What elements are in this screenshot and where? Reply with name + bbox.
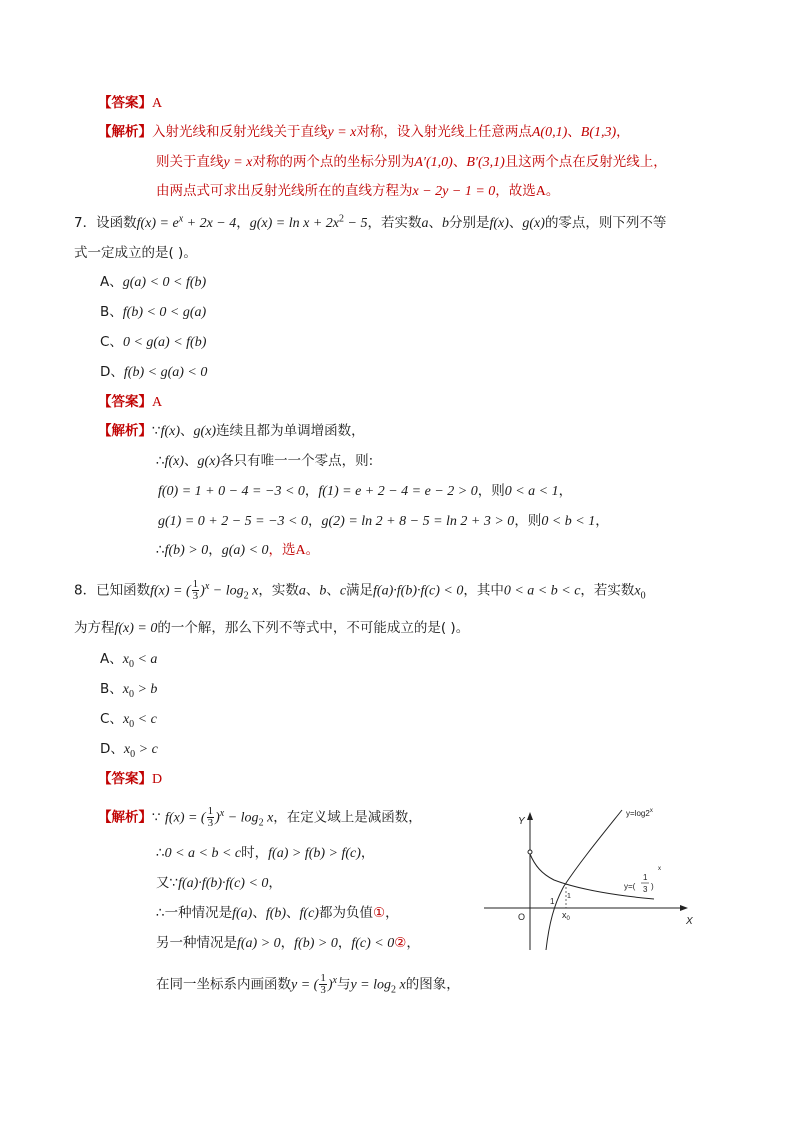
log-curve <box>546 810 622 950</box>
answer-tag: 【答案】 <box>98 95 152 111</box>
q8-stem-line-2: 为方程f(x) = 0的一个解，那么下列不等式中，不可能成立的是( )。 <box>74 620 470 636</box>
q7-answer-line <box>98 392 162 413</box>
analysis-tag: 【解析】 <box>98 124 152 140</box>
q7-analysis-line-3: f(0) = 1 + 0 − 4 = −3 < 0，f(1) = e + 2 − 4 = e − 2 > 0，则0 < a < 1， <box>158 483 573 499</box>
exp-curve-label-pre: y=( <box>624 882 636 891</box>
answer-tag: 【答案】 <box>98 771 152 787</box>
q8-analysis-line-1: 【解析】∵ f(x) = ( $\frac{1}{3}$ )$^x - \log_2 x$，在定义域上是减函数， <box>98 805 422 829</box>
answer-value: A <box>152 96 163 111</box>
q8-option-a: A、$x_0 < a$ <box>100 651 158 670</box>
q7-analysis-line-4: g(1) = 0 + 2 − 5 = −3 < 0，g(2) = ln 2 + 8 − 5 = ln 2 + 3 > 0，则0 < b < 1， <box>158 513 609 529</box>
log-curve-label: $y=\log 2^x$ <box>626 808 653 818</box>
q7-stem-line-2: 式一定成立的是( )。 <box>74 245 197 261</box>
q8-analysis-line-4: ∴一种情况是f(a)、f(b)、f(c)都为负值①， <box>156 905 399 921</box>
fraction: $\frac{1}{3}$ <box>207 805 214 829</box>
q7-option-b: B、f(b) < 0 < g(a) <box>100 304 207 320</box>
exp-curve-label-post: ) <box>651 882 654 891</box>
q7-stem-line-1: 7．设函数$f(x) = e^x + 2x - 4$，$g(x) = \ln x + 2x^2 - 5$，若实数a、b分别是f(x)、g(x)的零点，则下列不等 <box>74 213 667 231</box>
x0-label: $x_0$ <box>562 910 570 922</box>
fraction: $\frac{1}{3}$ <box>320 972 326 996</box>
q8-analysis-line-2: ∴0 < a < b < c时，f(a) > f(b) > f(c)， <box>156 845 375 861</box>
q8-option-c: C、$x_0 < c$ <box>100 711 157 730</box>
analysis-tag: 【解析】 <box>98 809 152 826</box>
q8-analysis-line-3: 又∵f(a)·f(b)·f(c) < 0， <box>156 875 282 891</box>
origin-label: O <box>518 912 526 922</box>
q8-answer-line <box>98 769 162 790</box>
exp-curve <box>530 854 654 899</box>
exp-intercept-point <box>528 850 532 854</box>
prev-analysis-line-1: 【解析】入射光线和反射光线关于直线y = x对称，设入射光线上任意两点A(0,1)、B(1,3)， <box>98 124 630 140</box>
q8-option-d: D、$x_0 > c$ <box>100 741 158 760</box>
exp-curve-label-exponent: x <box>658 866 661 872</box>
prev-analysis-line-2: 则关于直线y = x对称的两个点的坐标分别为A′(1,0)、B′(3,1)且这两个点在反射光线上， <box>156 154 667 170</box>
q7-option-a: A、g(a) < 0 < f(b) <box>100 274 207 290</box>
q7-option-d: D、f(b) < g(a) < 0 <box>100 364 208 380</box>
x-axis-label: X <box>686 916 693 927</box>
answer-value: D <box>152 772 163 787</box>
q8-stem-line-1: 8．已知函数f(x) = ( $\frac{1}{3}$ )$^x - \log_2 x$，实数a、b、c满足f(a)·f(b)·f(c) < 0，其中0 < a < b < c，若实数$x_0$ <box>74 578 646 602</box>
prev-answer-line <box>98 93 162 114</box>
q7-analysis-line-5: ∴f(b) > 0，g(a) < 0，选A。 <box>156 542 320 558</box>
exp-curve-label-den: 3 <box>643 885 648 894</box>
q8-option-b: B、$x_0 > b$ <box>100 681 158 700</box>
fraction: $\frac{1}{3}$ <box>192 578 199 602</box>
q8-analysis-line-6: 在同一坐标系内画函数y = ( $\frac{1}{3}$ )$^x$与$y = \log_2 x$的图象， <box>156 972 460 996</box>
marker-one: ① <box>372 905 386 921</box>
x-axis-arrow <box>680 905 688 911</box>
q7-option-c: C、0 < g(a) < f(b) <box>100 334 207 350</box>
answer-value: A <box>152 395 163 410</box>
q7-analysis-line-1: 【解析】∵f(x)、g(x)连续且都为单调增函数， <box>98 423 365 439</box>
y-axis-arrow <box>527 812 533 820</box>
tick-one-vertical-label: 1 <box>567 893 571 900</box>
answer-tag: 【答案】 <box>98 394 152 410</box>
y-axis-label: Y <box>518 816 525 827</box>
exp-curve-label-num: 1 <box>643 873 648 882</box>
tick-one-label: 1 <box>550 897 555 906</box>
analysis-tag: 【解析】 <box>98 423 152 439</box>
prev-analysis-line-3: 由两点式可求出反射光线所在的直线方程为x − 2y − 1 = 0，故选A。 <box>156 183 560 199</box>
q8-analysis-line-5: 另一种情况是f(a) > 0，f(b) > 0，f(c) < 0②， <box>156 935 420 951</box>
q7-analysis-line-2: ∴f(x)、g(x)各只有唯一一个零点，则: <box>156 453 374 469</box>
marker-two: ② <box>394 935 407 951</box>
function-graph-figure <box>480 804 694 954</box>
